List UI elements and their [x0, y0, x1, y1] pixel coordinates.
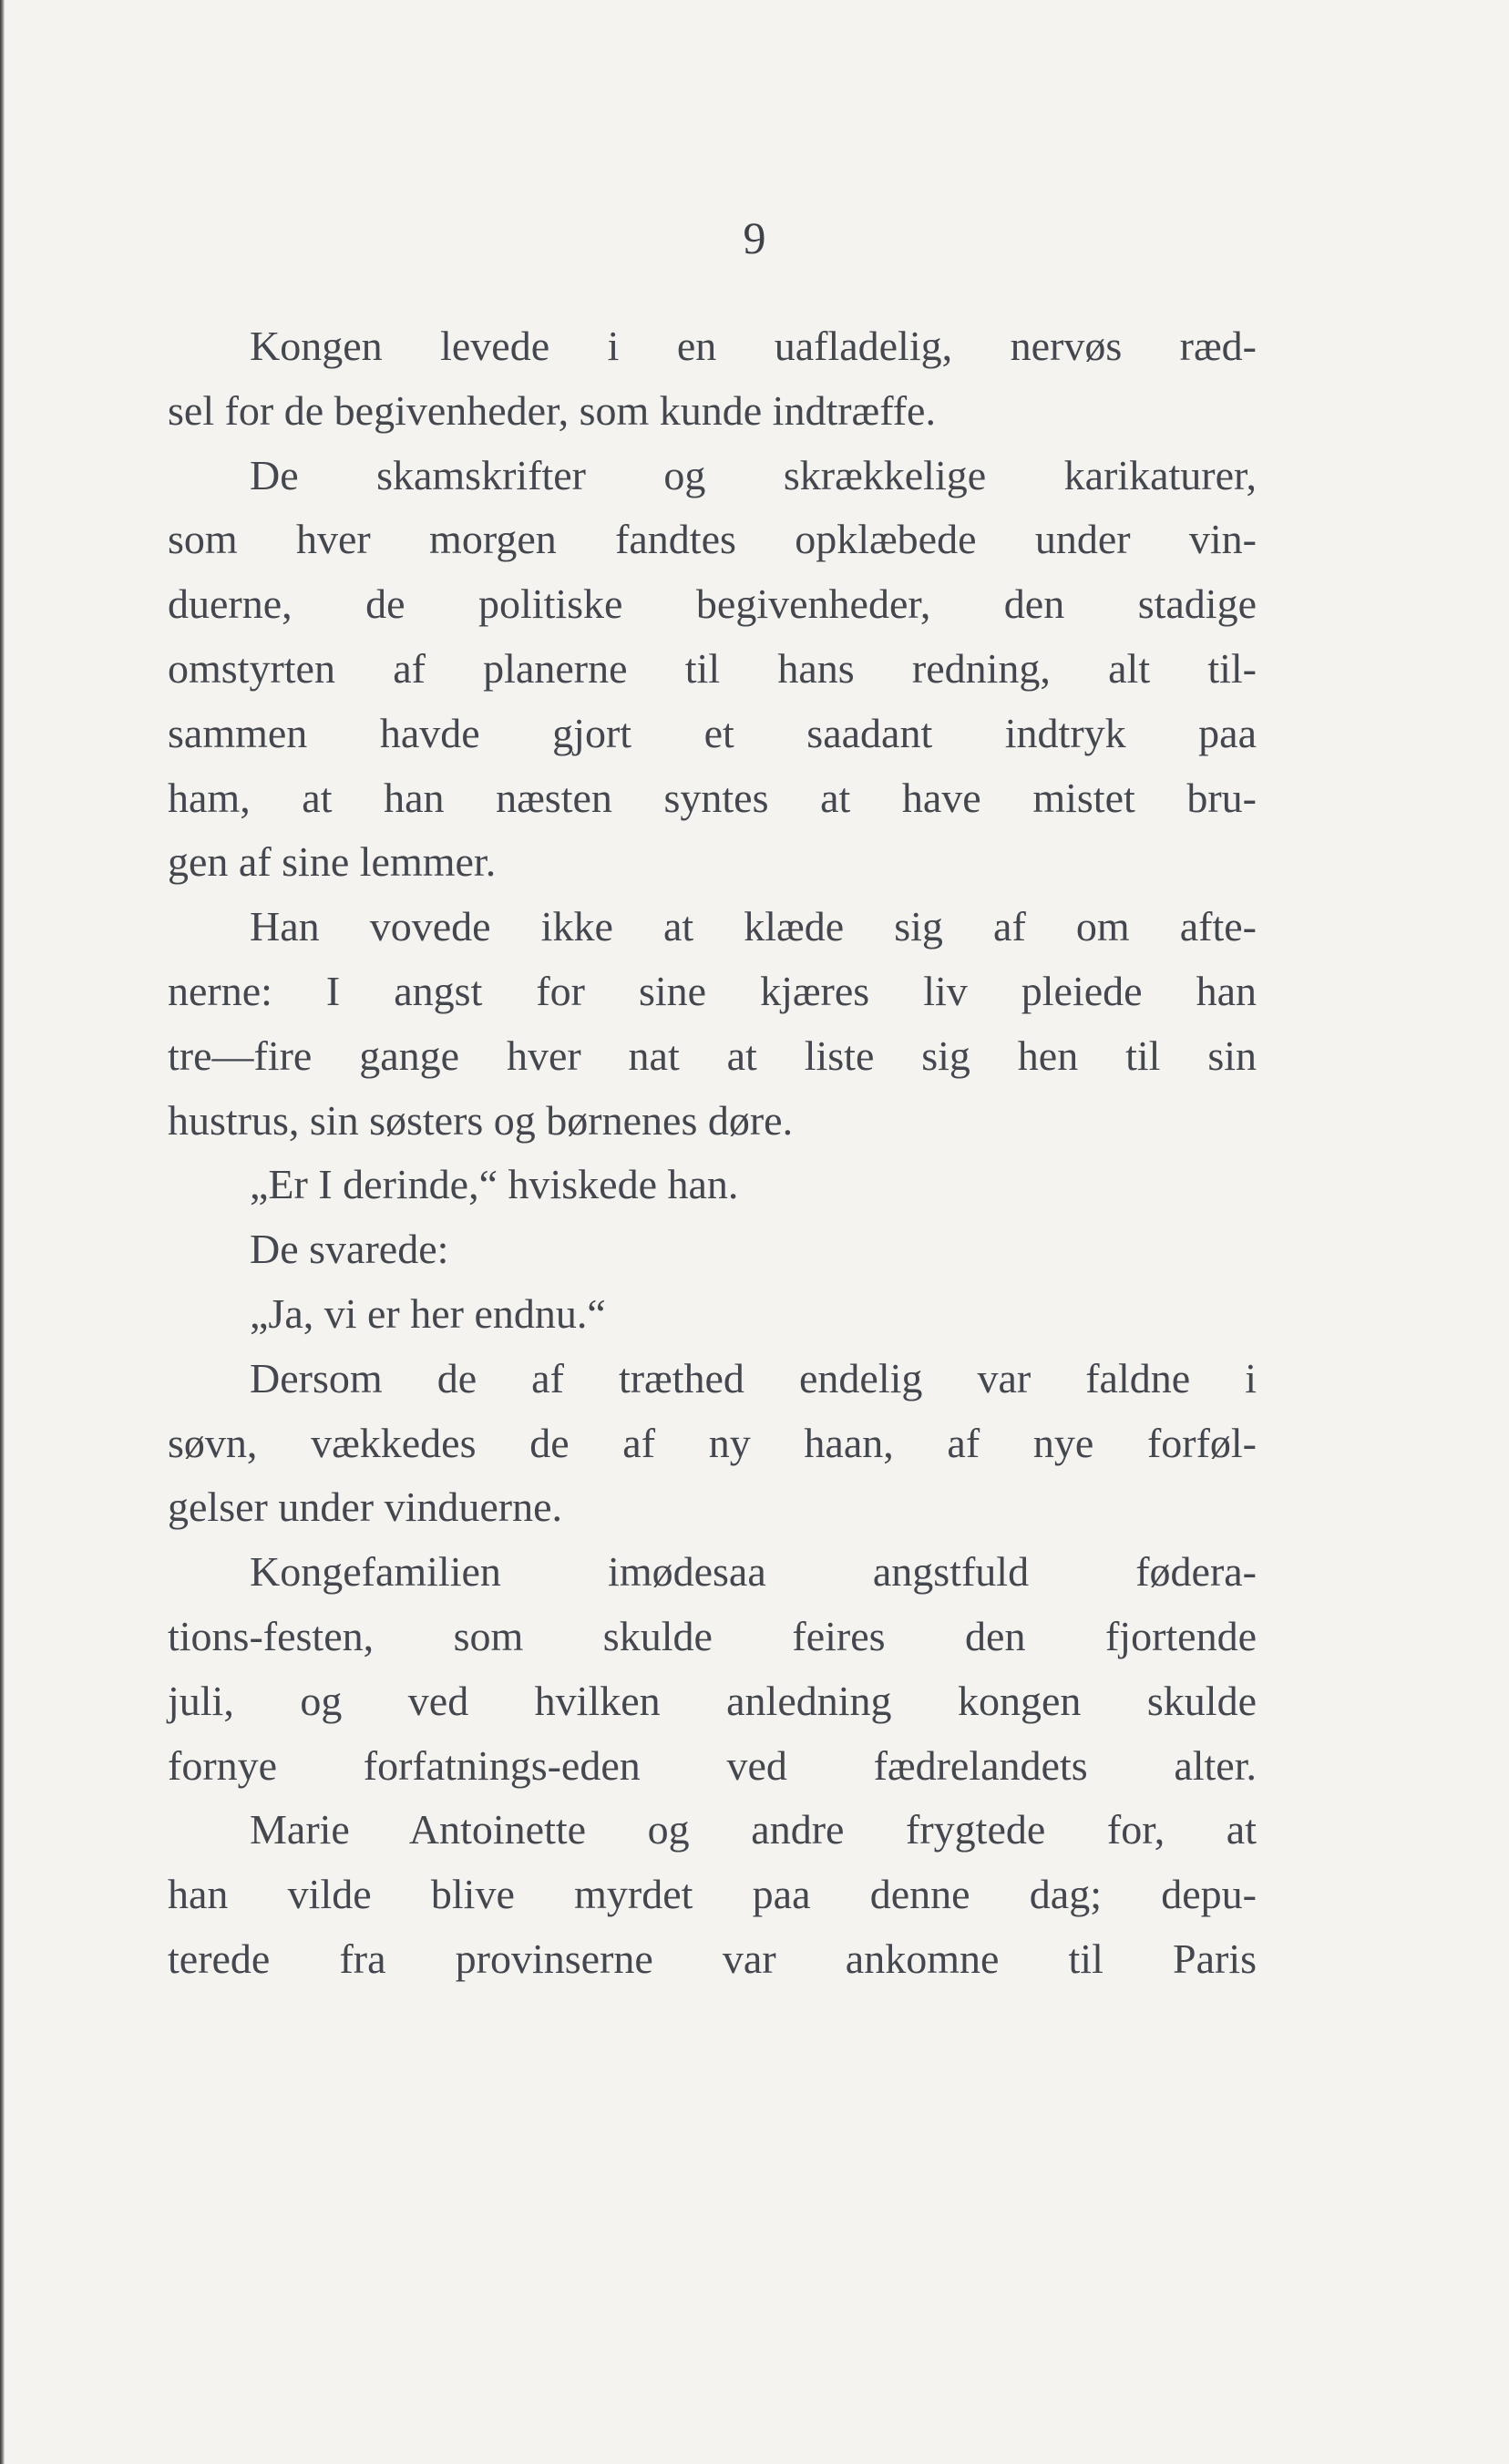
text-line: omstyrten af planerne til hans redning, alt til- [168, 644, 1257, 692]
text-line: sel for de begivenheder, som kunde indtræffe. [168, 386, 936, 434]
body-text [168, 314, 1257, 1992]
text-line: tions-festen, som skulde feires den fjortende [168, 1612, 1257, 1659]
text-line: søvn, vækkedes de af ny haan, af nye forføl- [168, 1419, 1257, 1466]
text-line: Dersom de af træthed endelig var faldne i [250, 1354, 1257, 1401]
page-edge-shadow [0, 0, 5, 2464]
text-line: Han vovede ikke at klæde sig af om afte- [250, 903, 1257, 950]
text-line: sammen havde gjort et saadant indtryk paa [168, 709, 1257, 756]
text-line: ham, at han næsten syntes at have mistet bru- [168, 774, 1257, 821]
text-line: han vilde blive myrdet paa denne dag; depu- [168, 1871, 1257, 1918]
text-line: De svarede: [250, 1226, 449, 1273]
text-line: som hver morgen fandtes opklæbede under vin- [168, 516, 1257, 563]
text-line: tre—fire gange hver nat at liste sig hen til sin [168, 1032, 1257, 1079]
text-line: Marie Antoinette og andre frygtede for, at [250, 1806, 1257, 1853]
page-number: 9 [743, 212, 766, 263]
text-line: Kongen levede i en uafladelig, nervøs ræd- [250, 323, 1257, 369]
text-line: De skamskrifter og skrækkelige karikaturer, [250, 451, 1257, 498]
text-line: gelser under vinduerne. [168, 1484, 563, 1531]
text-line: „Er I derinde,“ hviskede han. [250, 1161, 739, 1208]
text-line: „Ja, vi er her endnu.“ [250, 1289, 606, 1337]
text-line: duerne, de politiske begivenheder, den stadige [168, 580, 1257, 628]
text-line: fornye forfatnings-eden ved fædrelandets alter. [168, 1741, 1257, 1789]
text-line: hustrus, sin søsters og børnenes døre. [168, 1096, 794, 1144]
text-line: terede fra provinserne var ankomne til Paris [168, 1935, 1257, 1982]
text-line: juli, og ved hvilken anledning kongen skulde [168, 1677, 1257, 1724]
text-line: nerne: I angst for sine kjæres liv pleiede han [168, 967, 1257, 1014]
text-line: gen af sine lemmer. [168, 838, 497, 886]
text-line: Kongefamilien imødesaa angstfuld føderа- [250, 1548, 1257, 1596]
